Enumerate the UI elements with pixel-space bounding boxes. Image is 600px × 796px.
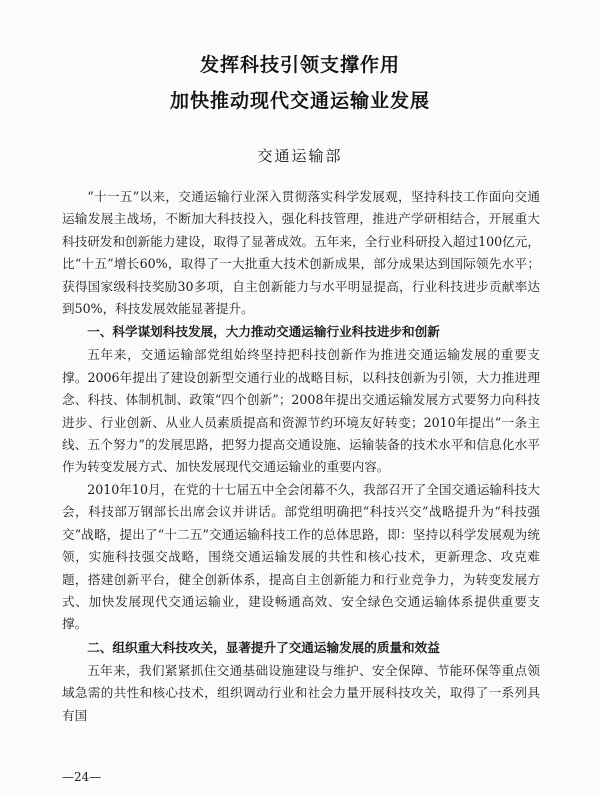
author: 交通运输部 [257,147,343,165]
section-heading-1: 一、科学谋划科技发展，大力推动交通运输行业科技进步和创新 [87,324,440,340]
paragraph-section1-a: 五年来，交通运输部党组始终坚持把科技创新作为推进交通运输发展的重要支撑。2006年提出了建设创新型交通行业的战略目标，以科技创新为引领，大力推进理念、科技、体制机制、政策“四个创新”；2008年提出交通运输发展方式要努力向科技进步、行业创新、从业人员素质提高和资源节约环境友好转变；2010年提出“一条主线、五个努力”的发展思路，把努力提高交通设施、运输装备的技术水平和信息化水平作为转变发展方式、加快发展现代交通运输业的重要内容。 [62,347,540,475]
paragraph-section2: 五年来，我们紧紧抓住交通基础设施建设与维护、安全保障、节能环保等重点领域急需的共性和核心技术，组织调动行业和社会力量开展科技攻关，取得了一系列具有国 [62,662,540,723]
body-text [62,186,540,727]
paragraph-intro: “十一五”以来，交通运输行业深入贯彻落实科学发展观，坚持科技工作面向交通运输发展主战场，不断加大科技投入，强化科技管理，推进产学研相结合，开展重大科技研发和创新能力建设，取得了显著成效。五年来，全行业科研投入超过100亿元，比“十五”增长60%，取得了一大批重大技术创新成果，部分成果达到国际领先水平；获得国家级科技奖励30多项，自主创新能力与水平明显提高，行业科技进步贡献率达到50%，科技发展效能显著提升。 [62,189,540,317]
paragraph-section1-b: 2010年10月，在党的十七届五中全会闭幕不久，我部召开了全国交通运输科技大会，科技部万钢部长出席会议并讲话。部党组明确把“科技兴交”战略提升为“科技强交”战略，提出了“十二五”交通运输科技工作的总体思路，即：坚持以科学发展观为统领，实施科技强交战略，围绕交通运输发展的共性和核心技术，更新理念、攻克难题，搭建创新平台，健全创新体系，提高自主创新能力和行业竞争力，为转变发展方式、加快发展现代交通运输业，建设畅通高效、安全绿色交通运输体系提供重要支撑。 [62,481,540,632]
title-line-1: 发挥科技引领支撑作用 [199,54,400,76]
page-number: —24— [62,770,102,784]
title-line-2: 加快推动现代交通运输业发展 [169,90,430,112]
section-heading-2: 二、组织重大科技攻关，显著提升了交通运输发展的质量和效益 [87,639,440,655]
